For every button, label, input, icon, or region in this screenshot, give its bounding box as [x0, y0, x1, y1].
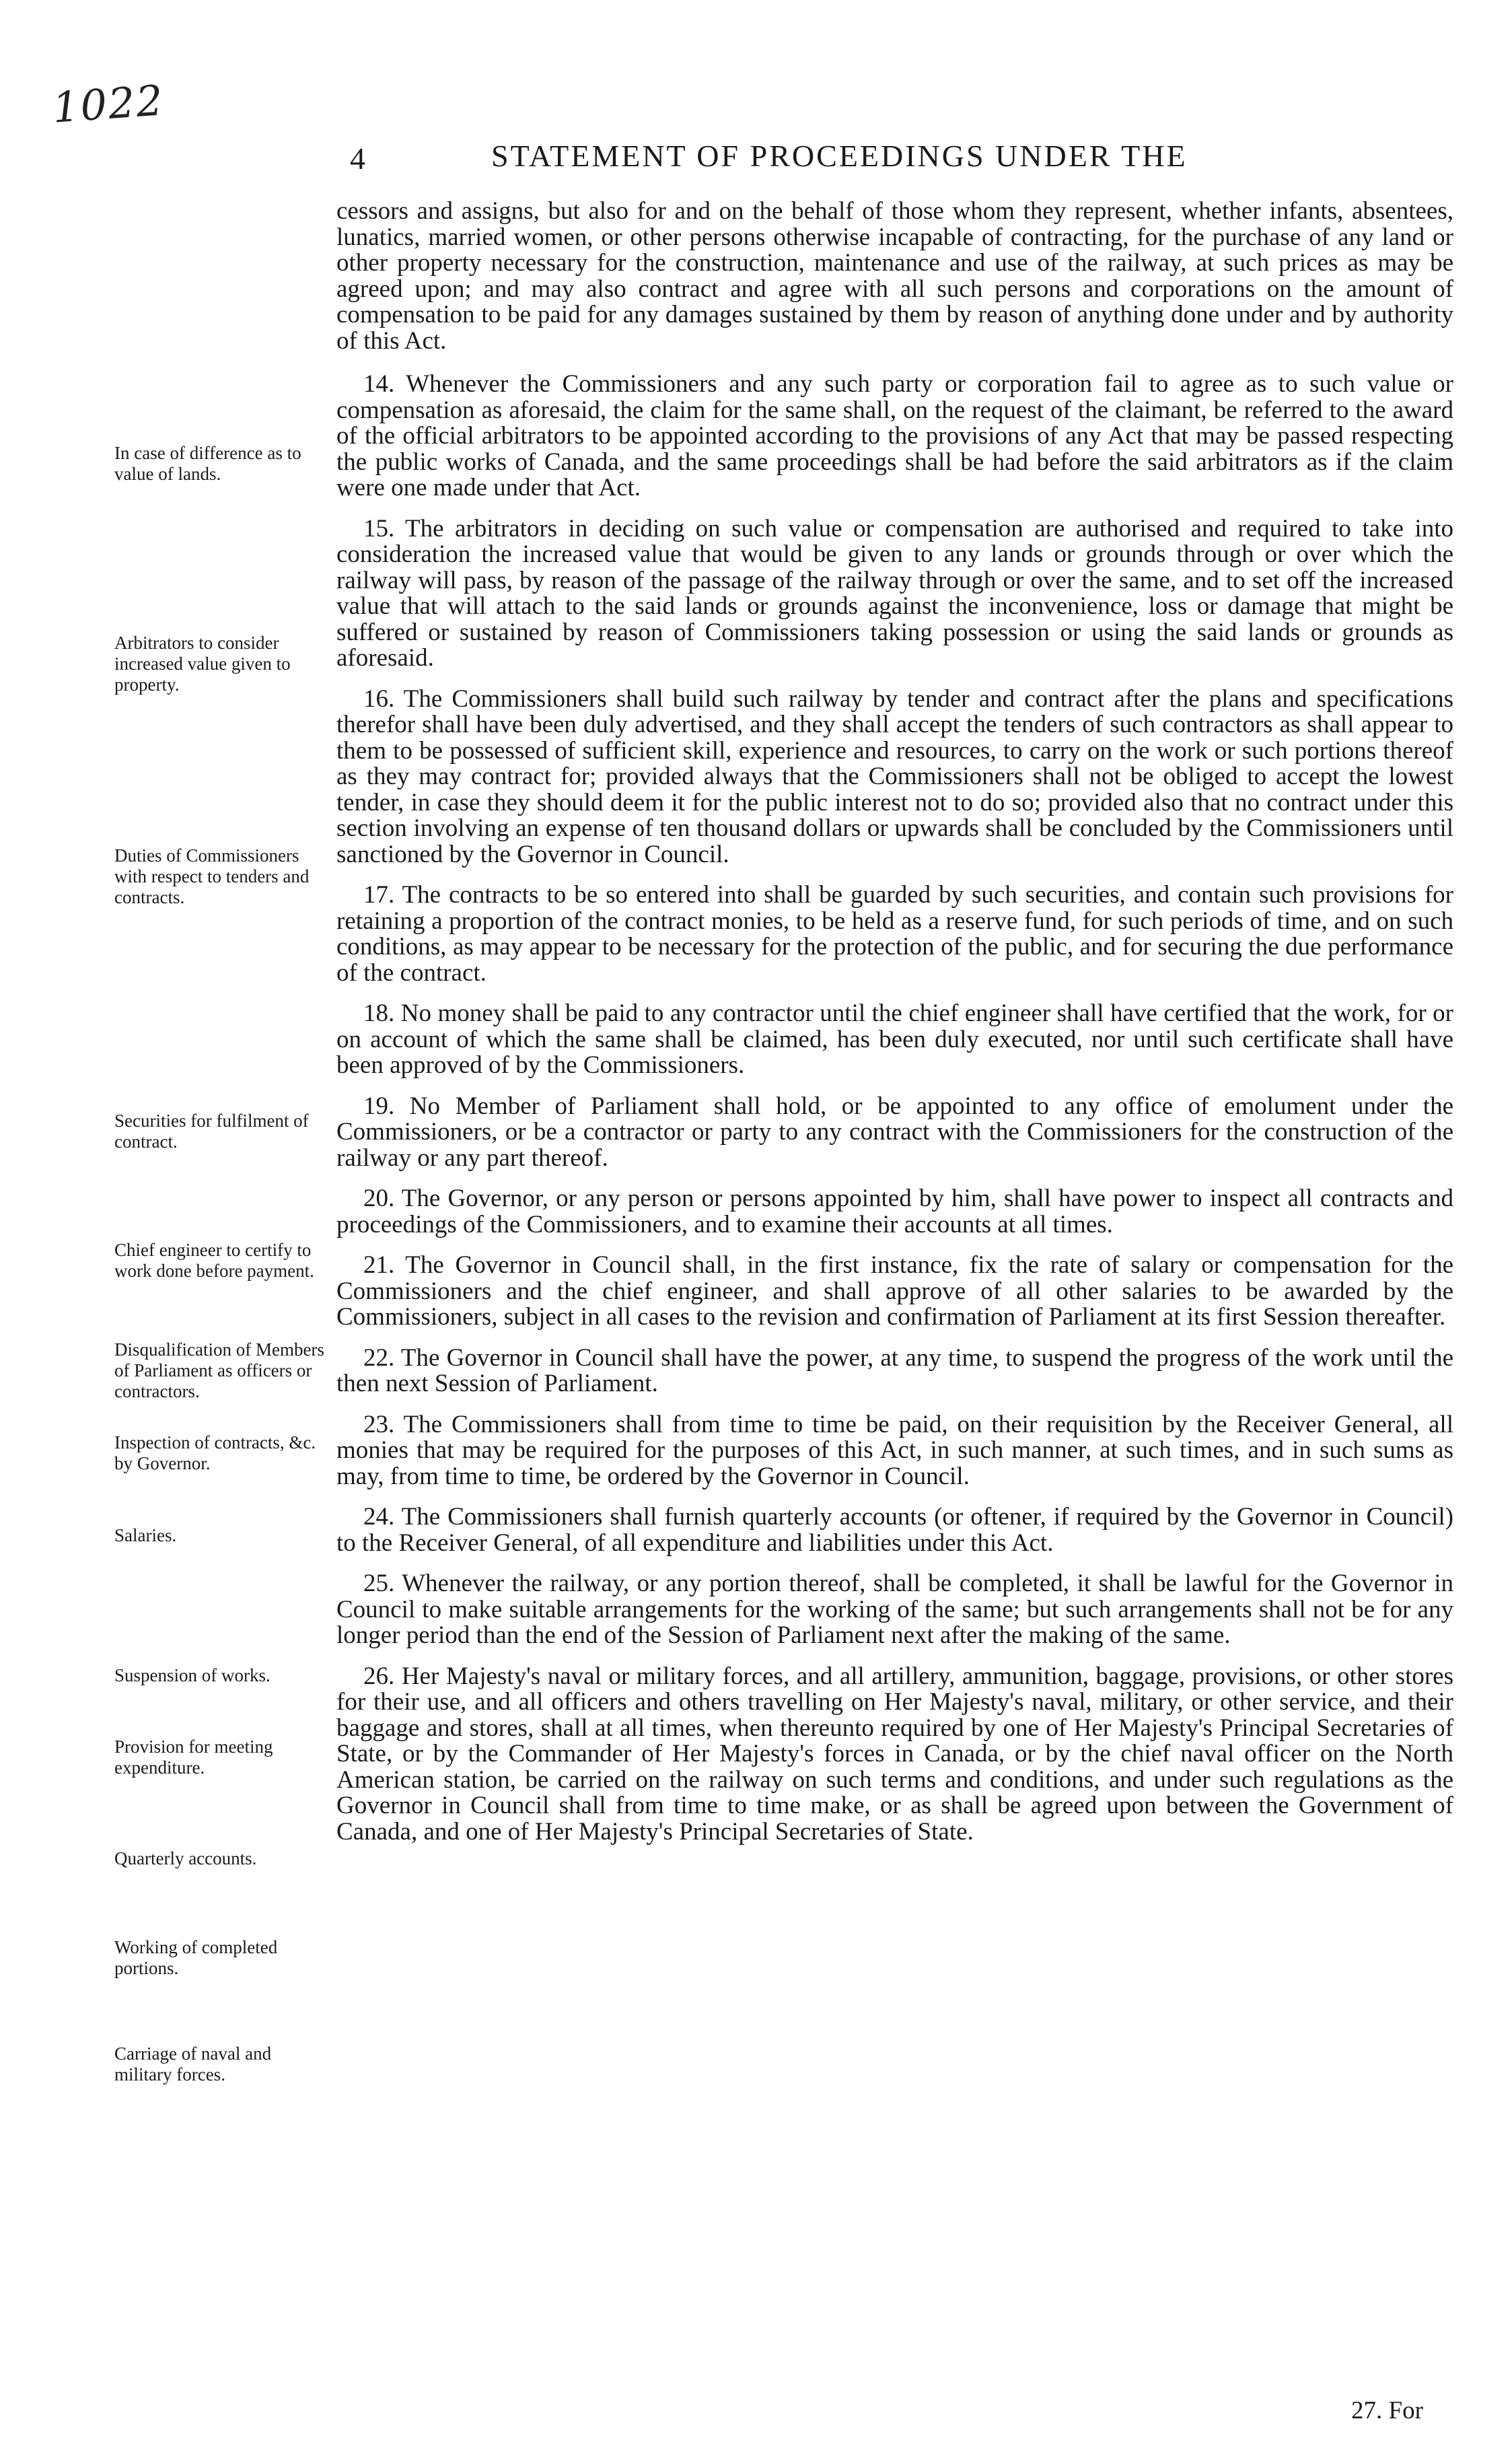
- section-21: 21. The Governor in Council shall, in the first instance, fix the rate of salary or compensation for the Commissioners and the chief engineer, and shall approve of all other salaries to be awarded by the Commissioners, subject in all cases to the revision and confirmation of Parliament at its first Session thereafter.: [336, 1251, 1453, 1331]
- section-14: 14. Whenever the Commissioners and any such party or corporation fail to agree as to such value or compensation as aforesaid, the claim for the same shall, on the request of the claimant, be referred to the award of the official arbitrators to be appointed according to the provisions of any Act that may be passed respecting the public works of Canada, and the same proceedings shall be had before the said arbitrators as if the claim were one made under that Act.: [336, 370, 1453, 501]
- margin-note-25: Working of completed portions.: [114, 1937, 278, 1978]
- section-26: 26. Her Majesty's naval or military forces, and all artillery, ammunition, baggage, provisions, or other stores for their use, and all officers and others travelling on Her Majesty's naval, military, or other service, and their baggage and stores, shall at all times, when thereunto required by one of Her Majesty's Principal Secretaries of State, or by the Commander of Her Majesty's forces in Canada, or by the chief naval officer on the North American station, be carried on the railway on such terms and conditions, and under such regulations as the Governor in Council shall from time to time make, or as shall be agreed upon between the Government of Canada, and one of Her Majesty's Principal Secretaries of State.: [336, 1662, 1453, 1846]
- running-head: STATEMENT OF PROCEEDINGS UNDER THE: [491, 139, 1188, 173]
- margin-note-26: Carriage of naval and military forces.: [114, 2043, 272, 2085]
- section-20: 20. The Governor, or any person or persons appointed by him, shall have power to inspect all contracts and proceedings of the Commissioners, and to examine their accounts at all times.: [336, 1185, 1453, 1238]
- section-23: 23. The Commissioners shall from time to time be paid, on their requisition by the Receiver General, all monies that may be required for the purposes of this Act, in such manner, at such times, and in such sums as may, from time to time, be ordered by the Governor in Council.: [336, 1410, 1453, 1490]
- margin-note-14: In case of difference as to value of lands.: [114, 443, 301, 484]
- margin-note-22: Suspension of works.: [114, 1665, 271, 1685]
- margin-note-18: Chief engineer to certify to work done before payment.: [114, 1240, 314, 1281]
- opening-paragraph: cessors and assigns, but also for and on the behalf of those whom they represent, whether infants, absentees, lunatics, married women, or other persons otherwise incapable of contracting, for the purchase of any land or other property necessary for the construction, maintenance and use of the railway, at such prices as may be agreed upon; and may also contract and agree with all such persons and corporations on the amount of compensation to be paid for any damages sustained by them by reason of anything done under and by authority of this Act.: [336, 197, 1453, 355]
- margin-note-17: Securities for fulfilment of contract.: [114, 1111, 309, 1152]
- handwritten-page-note: 1022: [50, 75, 166, 133]
- main-text: [336, 199, 1453, 1860]
- margin-note-24: Quarterly accounts.: [114, 1848, 257, 1868]
- page-number: 4: [350, 141, 365, 176]
- section-16: 16. The Commissioners shall build such railway by tender and contract after the plans and specifications therefor shall have been duly advertised, and they shall accept the tenders of such contractors as shall appear to them to be possessed of sufficient skill, experience and resources, to carry on the work or such portions thereof as they may contract for; provided always that the Commissioners shall not be obliged to accept the lowest tender, in case they should deem it for the public interest not to do so; provided also that no contract under this section involving an expense of ten thousand dollars or upwards shall be concluded by the Commissioners until sanctioned by the Governor in Council.: [336, 685, 1453, 868]
- section-22: 22. The Governor in Council shall have the power, at any time, to suspend the progress of the work until the then next Session of Parliament.: [336, 1343, 1453, 1397]
- section-18: 18. No money shall be paid to any contractor until the chief engineer shall have certified that the work, for or on account of which the same shall be claimed, has been duly executed, nor until such certificate shall have been approved of by the Commissioners.: [336, 1000, 1453, 1079]
- section-15: 15. The arbitrators in deciding on such value or compensation are authorised and required to take into consideration the increased value that would be given to any lands or grounds through or over which the railway will pass, by reason of the passage of the railway through or over the same, and to set off the increased value that will attach to the said lands or grounds against the inconvenience, loss or damage that might be suffered or sustained by reason of Commissioners taking possession or using the said lands or grounds as aforesaid.: [336, 514, 1453, 672]
- margin-note-16: Duties of Commissioners with respect to tenders and contracts.: [114, 845, 310, 907]
- margin-note-15: Arbitrators to consider increased value given to property.: [114, 633, 291, 695]
- page-header: [350, 138, 1400, 185]
- section-19: 19. No Member of Parliament shall hold, or be appointed to any office of emolument under the Commissioners, or be a contractor or party to any contract with the Commissioners for the construction of the railway or any part thereof.: [336, 1092, 1453, 1172]
- catchword: 27. For: [1351, 2397, 1423, 2424]
- margin-note-21: Salaries.: [114, 1525, 177, 1545]
- margin-note-23: Provision for meeting expenditure.: [114, 1737, 273, 1778]
- section-25: 25. Whenever the railway, or any portion thereof, shall be completed, it shall be lawful for the Governor in Council to make suitable arrangements for the working of the same; but such arrangements shall not be for any longer period than the end of the Session of Parliament next after the making of the same.: [336, 1570, 1453, 1649]
- margin-note-19: Disqualification of Members of Parliament as officers or contractors.: [114, 1339, 324, 1401]
- section-17: 17. The contracts to be so entered into shall be guarded by such securities, and contain such provisions for retaining a proportion of the contract monies, to be held as a reserve fund, for such periods of time, and on such conditions, as may appear to be necessary for the protection of the public, and for securing the due performance of the contract.: [336, 881, 1453, 987]
- section-24: 24. The Commissioners shall furnish quarterly accounts (or oftener, if required by the Governor in Council) to the Receiver General, of all expenditure and liabilities under this Act.: [336, 1503, 1453, 1557]
- margin-note-20: Inspection of contracts, &c. by Governor.: [114, 1432, 316, 1473]
